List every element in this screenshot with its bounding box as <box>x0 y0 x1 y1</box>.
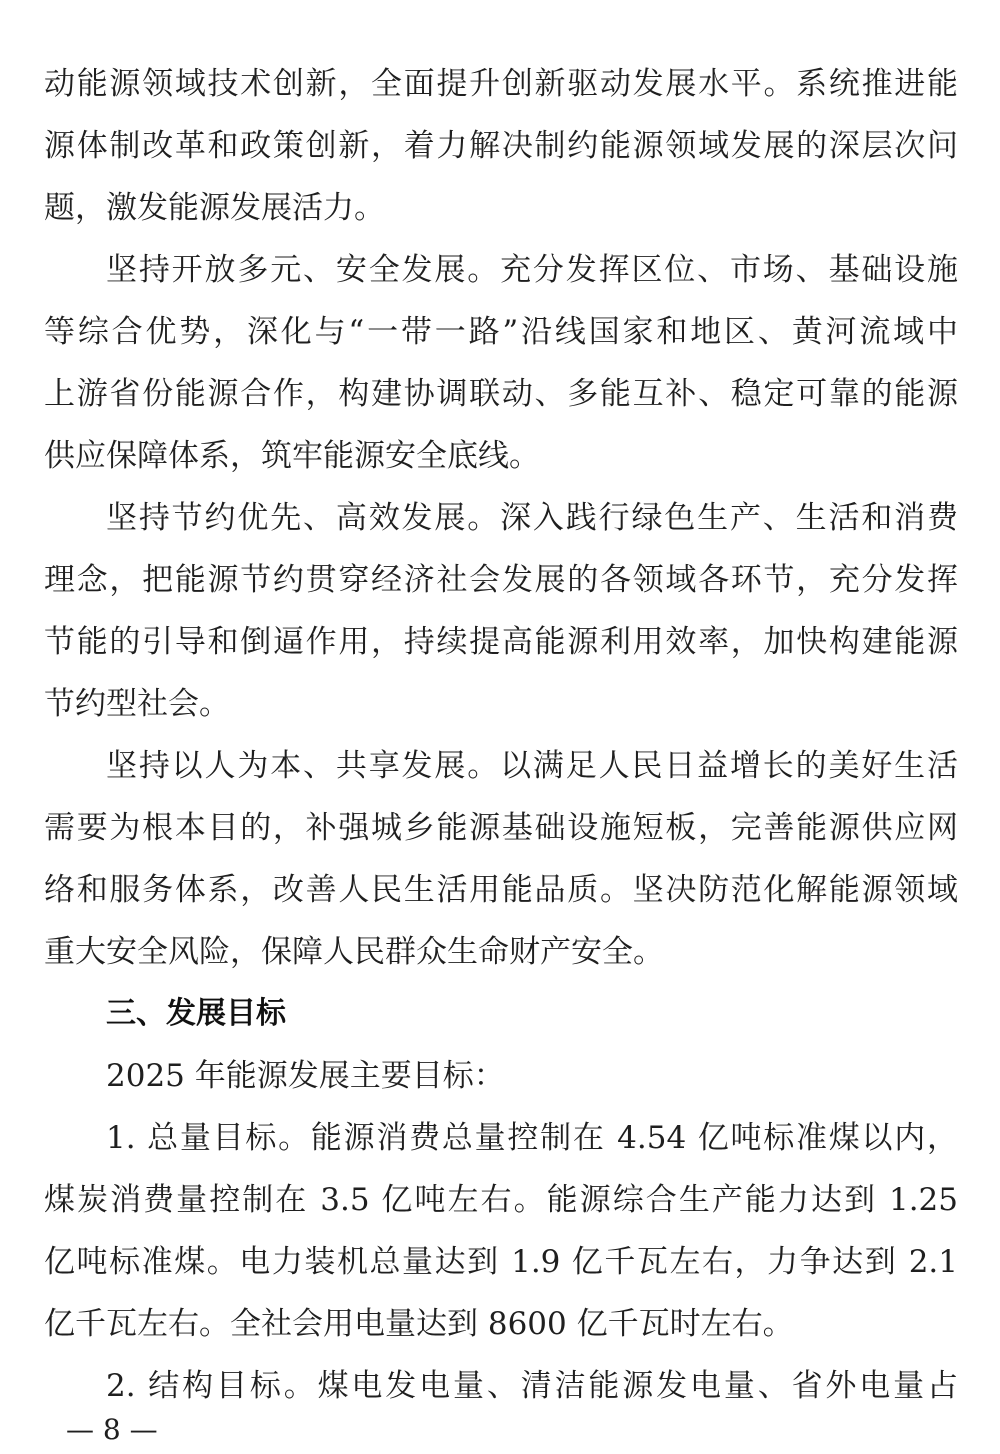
paragraph-line: 煤炭消费量控制在 3.5 亿吨左右。能源综合生产能力达到 1.25 <box>44 1182 958 1218</box>
paragraph-line: 供应保障体系，筑牢能源安全底线。 <box>44 438 540 474</box>
paragraph-line: 源体制改革和政策创新，着力解决制约能源领域发展的深层次问 <box>44 128 958 164</box>
paragraph-line: 亿吨标准煤。电力装机总量达到 1.9 亿千瓦左右，力争达到 2.1 <box>44 1244 958 1280</box>
paragraph-line: 等综合优势，深化与“一带一路”沿线国家和地区、黄河流域中 <box>44 314 958 350</box>
paragraph-line: 节能的引导和倒逼作用，持续提高能源利用效率，加快构建能源 <box>44 624 958 660</box>
paragraph-line: 重大安全风险，保障人民群众生命财产安全。 <box>44 934 664 970</box>
paragraph-line: 1. 总量目标。能源消费总量控制在 4.54 亿吨标准煤以内， <box>106 1120 958 1156</box>
paragraph-line: 上游省份能源合作，构建协调联动、多能互补、稳定可靠的能源 <box>44 376 958 412</box>
paragraph-line: 2. 结构目标。煤电发电量、清洁能源发电量、省外电量占 <box>106 1368 958 1404</box>
section-heading: 三、发展目标 <box>106 996 286 1031</box>
paragraph-line: 需要为根本目的，补强城乡能源基础设施短板，完善能源供应网 <box>44 810 958 846</box>
paragraph-line: 节约型社会。 <box>44 686 230 722</box>
paragraph-line: 坚持节约优先、高效发展。深入践行绿色生产、生活和消费 <box>106 500 958 536</box>
paragraph-line: 亿千瓦左右。全社会用电量达到 8600 亿千瓦时左右。 <box>44 1306 794 1342</box>
page-number: — 8 — <box>66 1413 158 1446</box>
paragraph-line: 2025 年能源发展主要目标： <box>106 1058 505 1094</box>
paragraph-line: 动能源领域技术创新，全面提升创新驱动发展水平。系统推进能 <box>44 66 958 102</box>
paragraph-line: 理念，把能源节约贯穿经济社会发展的各领域各环节，充分发挥 <box>44 562 958 598</box>
paragraph-line: 络和服务体系，改善人民生活用能品质。坚决防范化解能源领域 <box>44 872 958 908</box>
paragraph-line: 坚持开放多元、安全发展。充分发挥区位、市场、基础设施 <box>106 252 958 288</box>
paragraph-line: 坚持以人为本、共享发展。以满足人民日益增长的美好生活 <box>106 748 958 784</box>
paragraph-line: 题，激发能源发展活力。 <box>44 190 385 226</box>
